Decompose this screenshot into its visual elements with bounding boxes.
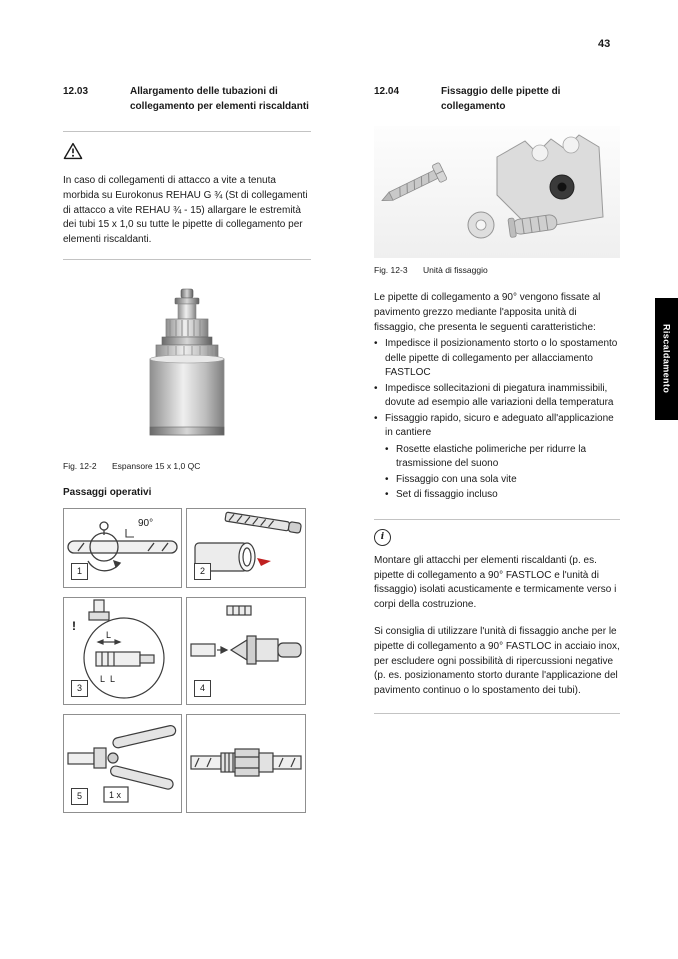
step-box-1 (63, 508, 182, 588)
section-title: Allargamento delle tubazioni di collegamento per elementi riscaldanti (130, 86, 309, 112)
list-item: • Fissaggio rapido, sicuro e adeguato all'applicazione in cantiere (374, 412, 620, 441)
right-column (374, 85, 620, 714)
warning-text: In caso di collegamenti di attacco a vite a tenuta morbida su Eurokonus REHAU G ¾ (St di collegamenti di attacco a vite REHAU ¾ - 15) allargare le estremità dei tubi 15 x 1,0 su tutte le pipette di collegamento per elementi riscaldanti. (63, 175, 308, 246)
steps-heading: Passaggi operativi (63, 486, 152, 498)
note-paragraph-1: Montare gli attacchi per elementi riscaldanti (p. es. pipette di collegamento a 90° FASTLOC e l'unità di fissaggio) isolati acusticamente e termicamente verso i corpi della costruzione. (374, 554, 617, 611)
step-5-number: 5 (71, 788, 88, 805)
expander-figure (63, 276, 311, 454)
step-1-angle-label: 90° (138, 517, 154, 529)
step-6-illustration (187, 715, 305, 810)
expander-illustration (112, 285, 262, 445)
figure-caption-text: Unità di fissaggio (423, 265, 488, 275)
step-3-exclamation: ! (72, 618, 76, 633)
step-3-l-label-1: L (106, 629, 112, 640)
section-header-12-04 (374, 85, 620, 114)
step-box-6 (186, 714, 306, 813)
divider (63, 259, 311, 260)
note-paragraph-2: Si consiglia di utilizzare l'unità di fissaggio anche per le pipette di collegamento a 90° FASTLOC in acciaio inox, per escludere ogni possibilità di ripercussioni negative (p. es. posizionamento storto durante l'applicazione del pavimento continuo o lo spostamento dei tubi). (374, 626, 620, 697)
step-box-4 (186, 597, 306, 705)
figure-caption-12-3 (374, 265, 620, 275)
step-3-number: 3 (71, 680, 88, 697)
fixing-unit-figure (374, 126, 620, 258)
step-3-l-label-3: L (110, 673, 116, 684)
section-number: 12.03 (63, 86, 89, 97)
step-1-number: 1 (71, 563, 88, 580)
left-column (63, 85, 311, 813)
page-number: 43 (598, 38, 611, 50)
steps-grid (63, 508, 311, 813)
side-tab-label: Riscaldamento (661, 324, 672, 394)
fixing-unit-illustration (377, 129, 617, 255)
info-icon: i (374, 529, 391, 546)
figure-label: Fig. 12-2 (63, 460, 97, 471)
figure-label: Fig. 12-3 (374, 265, 408, 275)
list-item: • Impedisce il posizionamento storto o lo spostamento delle pipette di collegamento per allacciamento FASTLOC (374, 337, 620, 381)
step-2-number: 2 (194, 563, 211, 580)
warning-icon (63, 142, 311, 165)
step-box-3 (63, 597, 182, 705)
intro-paragraph: Le pipette di collegamento a 90° vengono fissate al pavimento grezzo mediante l'apposita unità di fissaggio, che presenta le seguenti caratteristiche: (374, 292, 601, 333)
list-item: • Set di fissaggio incluso (385, 488, 620, 503)
step-3-l-label-2: L (100, 673, 106, 684)
section-title: Fissaggio delle pipette di collegamento (441, 86, 561, 112)
divider (374, 519, 620, 520)
step-4-number: 4 (194, 680, 211, 697)
list-item: • Impedisce sollecitazioni di piegatura inammissibili, dovute ad esempio alle variazioni della temperatura (374, 382, 620, 411)
section-number: 12.04 (374, 86, 400, 97)
feature-list (374, 337, 620, 441)
figure-caption-12-2 (63, 461, 311, 471)
divider (374, 713, 620, 714)
side-tab-riscaldamento (655, 298, 678, 420)
section-header-12-03 (63, 85, 311, 114)
step-box-5 (63, 714, 182, 813)
divider (63, 131, 311, 132)
list-item: • Rosette elastiche polimeriche per ridurre la trasmissione del suono (385, 443, 620, 472)
feature-sublist (385, 443, 620, 503)
step-box-2 (186, 508, 306, 588)
step-5-once-label: 1 x (109, 789, 122, 800)
list-item: • Fissaggio con una sola vite (385, 473, 620, 488)
figure-caption-text: Espansore 15 x 1,0 QC (112, 460, 201, 471)
